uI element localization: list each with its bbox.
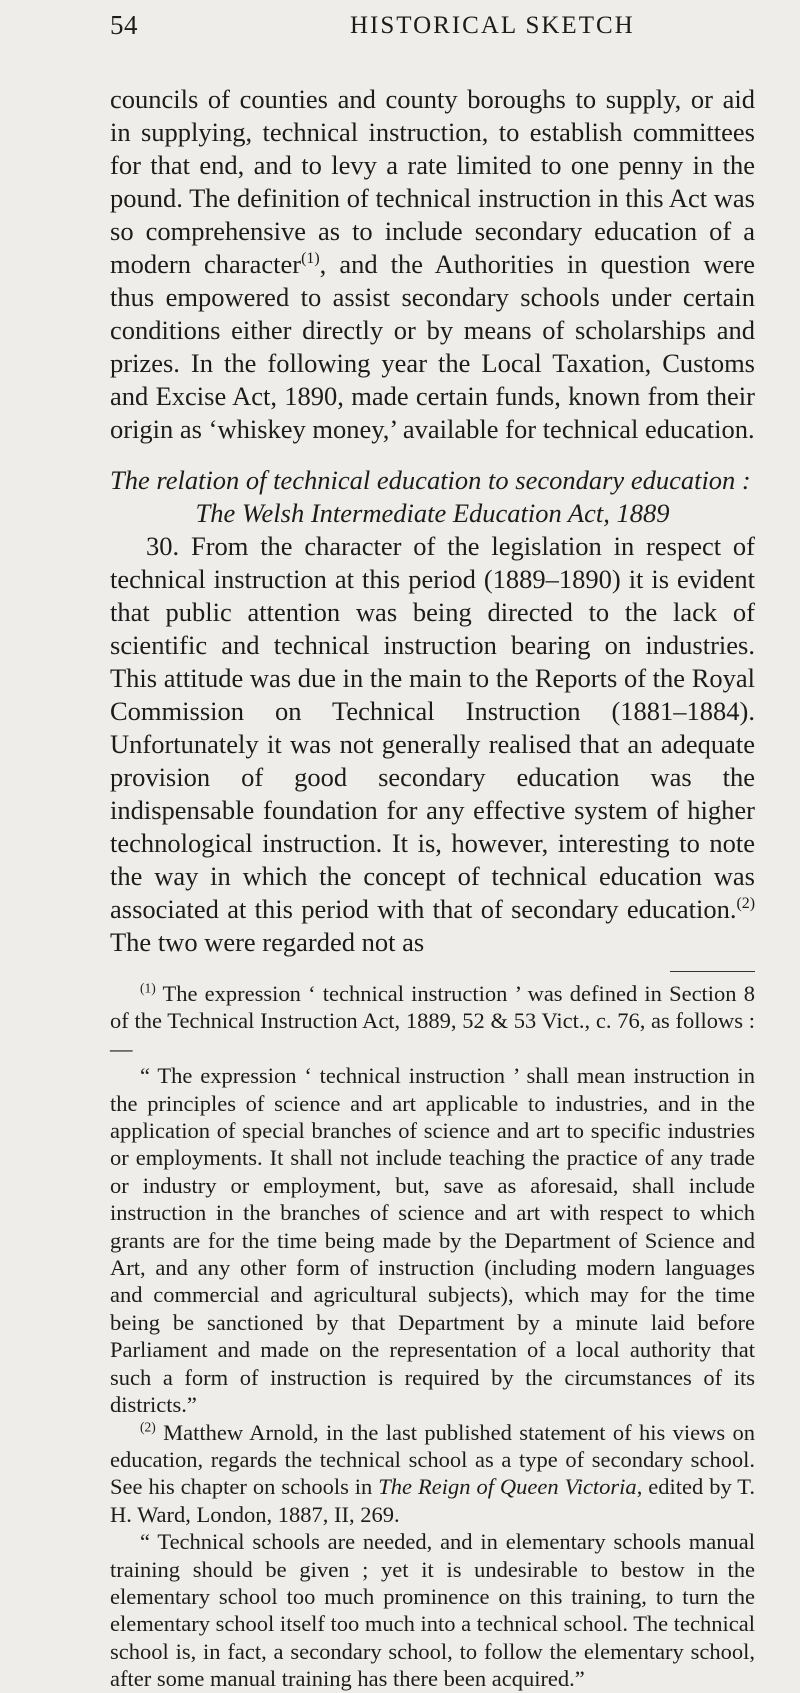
paragraph-30-text: 30. From the character of the legislation in respect of technical instruction at this period (1889–1890) it is evident that public attention was being directed to the lack of scientific and technical instruction bearing on industries. This attitude was due in the main to the Reports of the Royal Commission on Technical Instruction (1881–1884). Unfortunately it was not generally realised that an adequate provision of good secondary education was the indispensable foundation for any effective system of higher technological instruction. It is, however, interesting to note the way in which the concept of technical education was associated at this period with that of secondary education.	[110, 531, 755, 924]
footnote-2-marker: (2)	[140, 1419, 156, 1434]
paragraph-1-text: councils of counties and county boroughs to supply, or aid in supplying, technical instruction, to establish committees for that end, and to levy a rate limited to one penny in the pound. The definition of technical instruction in this Act was so comprehensive as to include secondary education of a modern character	[110, 84, 755, 279]
paragraph-1-text-rest: , and the Authorities in question were thus empowered to assist secondary schools under certain conditions either directly or by means of scholarships and prizes. In the following year the Local Taxation, Customs and Excise Act, 1890, made certain funds, known from their origin as ‘whiskey money,’ available for technical education.	[110, 249, 755, 444]
footnote-1	[110, 980, 755, 1062]
section-heading-line-2: The Welsh Intermediate Education Act, 1889	[195, 498, 670, 528]
running-head	[110, 0, 755, 60]
footnote-1-marker: (1)	[140, 980, 156, 996]
footnote-ref-2: (2)	[736, 895, 755, 913]
main-text	[110, 83, 755, 446]
footnote-ref-1: (1)	[301, 250, 320, 268]
footnote-1-quote: “ The expression ‘ technical instruction ’ shall mean instruction in the principles of science and art applicable to industries, and in the application of special branches of science and art to specific industries or employments. It shall not include teaching the practice of any trade or industry or employment, but, save as aforesaid, shall include instruction in the branches of science and art with respect to which grants are for the time being made by the Department of Science and Art, and any other form of instruction (including modern languages and commercial and agricultural subjects), which may for the time being be sanctioned by that Department by a minute laid before Parliament and made on the representation of a local authority that such a form of instruction is required by the circumstances of its districts.”	[110, 1063, 755, 1418]
section-heading	[110, 464, 755, 530]
footnote-2	[110, 1419, 755, 1529]
main-text-2	[110, 530, 755, 959]
footnote-2-text-b: , edited by T. H. Ward, London, 1887, II, 269.	[110, 1474, 755, 1527]
paragraph-30-text-rest: The two were regarded not as	[110, 927, 425, 957]
running-title: HISTORICAL SKETCH	[350, 12, 635, 39]
footnote-2-book-title: The Reign of Queen Victoria	[378, 1474, 637, 1500]
paragraph-30	[110, 530, 755, 959]
paragraph-1	[110, 83, 755, 446]
footnotes	[110, 980, 755, 1693]
section-heading-line-1: The relation of technical education to secondary education :	[110, 465, 751, 495]
footnote-2-quote: “ Technical schools are needed, and in elementary schools manual training should be given ; yet it is undesirable to bestow in the elementary school too much prominence on this training, to turn the elementary school itself too much into a technical school. The technical school is, in fact, a secondary school, to follow the elementary school, after some manual training has there been acquired.”	[110, 1529, 755, 1692]
footnote-1-intro: The expression ‘ technical instruction ’ was defined in Section 8 of the Technical Instruction Act, 1889, 52 & 53 Vict., c. 76, as follows :—	[110, 981, 755, 1061]
footnote-2-text-a: Matthew Arnold, in the last published statement of his views on education, regards the technical school as a type of secondary school. See his chapter on schools in	[110, 1419, 755, 1500]
footnote-divider	[670, 971, 755, 972]
page-number: 54	[110, 10, 138, 40]
